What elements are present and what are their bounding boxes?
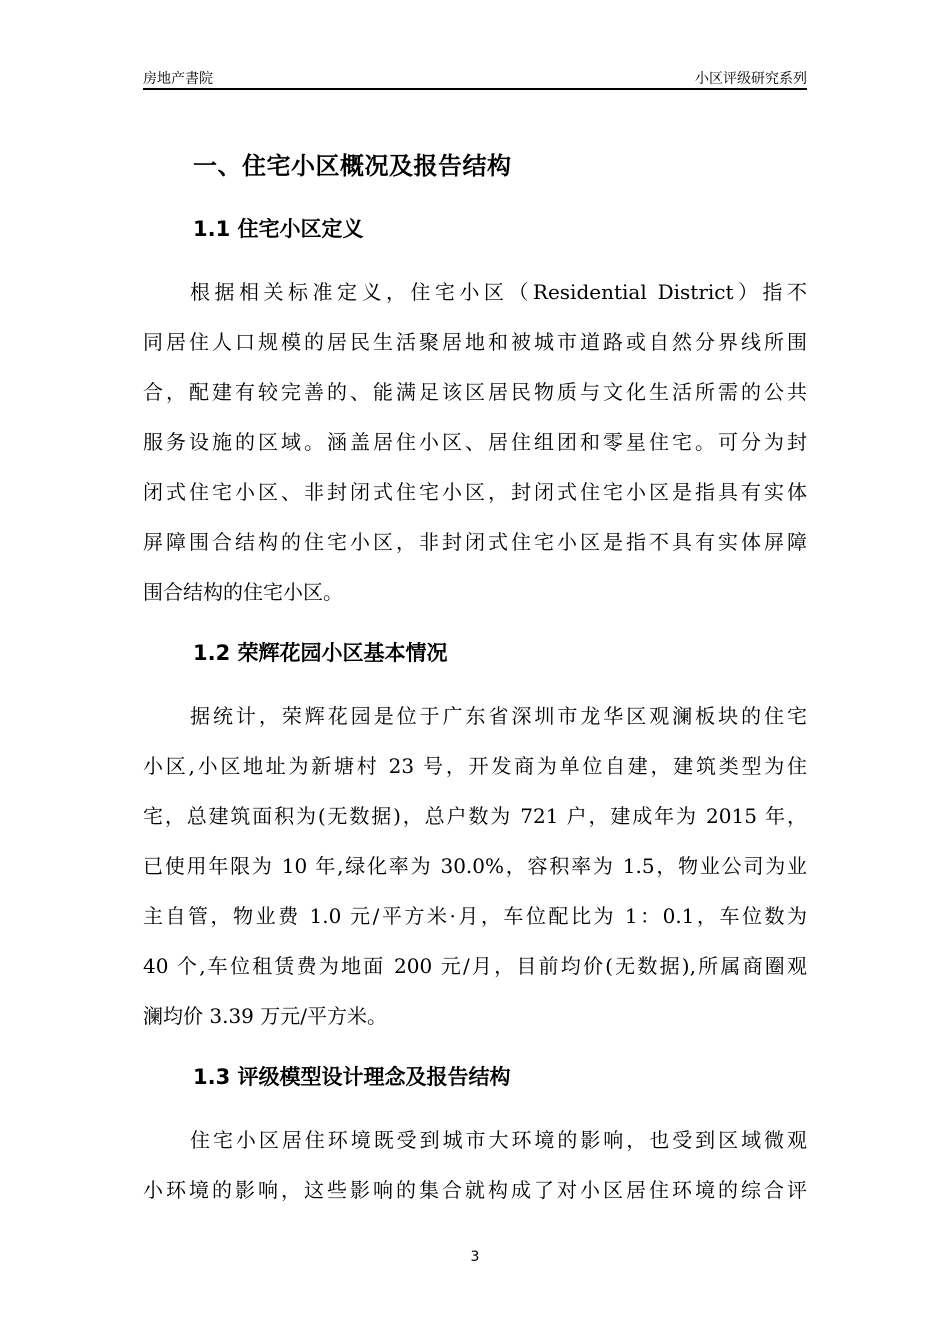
section-heading-1-2: 1.2 荣辉花园小区基本情况 bbox=[193, 641, 448, 665]
paragraph-line: 围合结构的住宅小区。 bbox=[143, 580, 343, 604]
section-heading-1-1: 1.1 住宅小区定义 bbox=[193, 217, 364, 241]
paragraph-line: 据统计，荣辉花园是位于广东省深圳市龙华区观澜板块的住宅 bbox=[190, 704, 807, 728]
paragraph-line: 宅，总建筑面积为(无数据)，总户数为 721 户，建成年为 2015 年， bbox=[143, 804, 807, 828]
paragraph-line: 合，配建有较完善的、能满足该区居民物质与文化生活所需的公共 bbox=[143, 380, 807, 404]
paragraph-line: 同居住人口规模的居民生活聚居地和被城市道路或自然分界线所围 bbox=[143, 330, 807, 354]
page-header bbox=[143, 66, 807, 90]
paragraph-line: 屏障围合结构的住宅小区，非封闭式住宅小区是指不具有实体屏障 bbox=[143, 530, 807, 554]
paragraph-line: 根据相关标准定义，住宅小区（Residential District）指不 bbox=[190, 280, 807, 304]
paragraph-line: 小环境的影响，这些影响的集合就构成了对小区居住环境的综合评 bbox=[143, 1178, 807, 1202]
paragraph-line: 服务设施的区域。涵盖居住小区、居住组团和零星住宅。可分为封 bbox=[143, 430, 807, 454]
paragraph-line: 澜均价 3.39 万元/平方米。 bbox=[143, 1004, 387, 1028]
paragraph-line: 小区,小区地址为新塘村 23 号，开发商为单位自建，建筑类型为住 bbox=[143, 754, 807, 778]
header-publisher: 房地产書院 bbox=[143, 71, 213, 87]
paragraph-line: 住宅小区居住环境既受到城市大环境的影响，也受到区域微观 bbox=[190, 1128, 807, 1152]
chapter-title: 一、住宅小区概况及报告结构 bbox=[193, 152, 512, 180]
section-heading-1-3: 1.3 评级模型设计理念及报告结构 bbox=[193, 1065, 511, 1089]
header-series: 小区评级研究系列 bbox=[695, 71, 807, 87]
paragraph-line: 已使用年限为 10 年,绿化率为 30.0%，容积率为 1.5，物业公司为业 bbox=[143, 854, 807, 878]
paragraph-line: 闭式住宅小区、非封闭式住宅小区，封闭式住宅小区是指具有实体 bbox=[143, 480, 807, 504]
paragraph-line: 主自管，物业费 1.0 元/平方米·月，车位配比为 1：0.1，车位数为 bbox=[143, 904, 807, 928]
paragraph-line: 40 个,车位租赁费为地面 200 元/月，目前均价(无数据),所属商圈观 bbox=[143, 954, 807, 978]
page-number: 3 bbox=[470, 1249, 480, 1265]
